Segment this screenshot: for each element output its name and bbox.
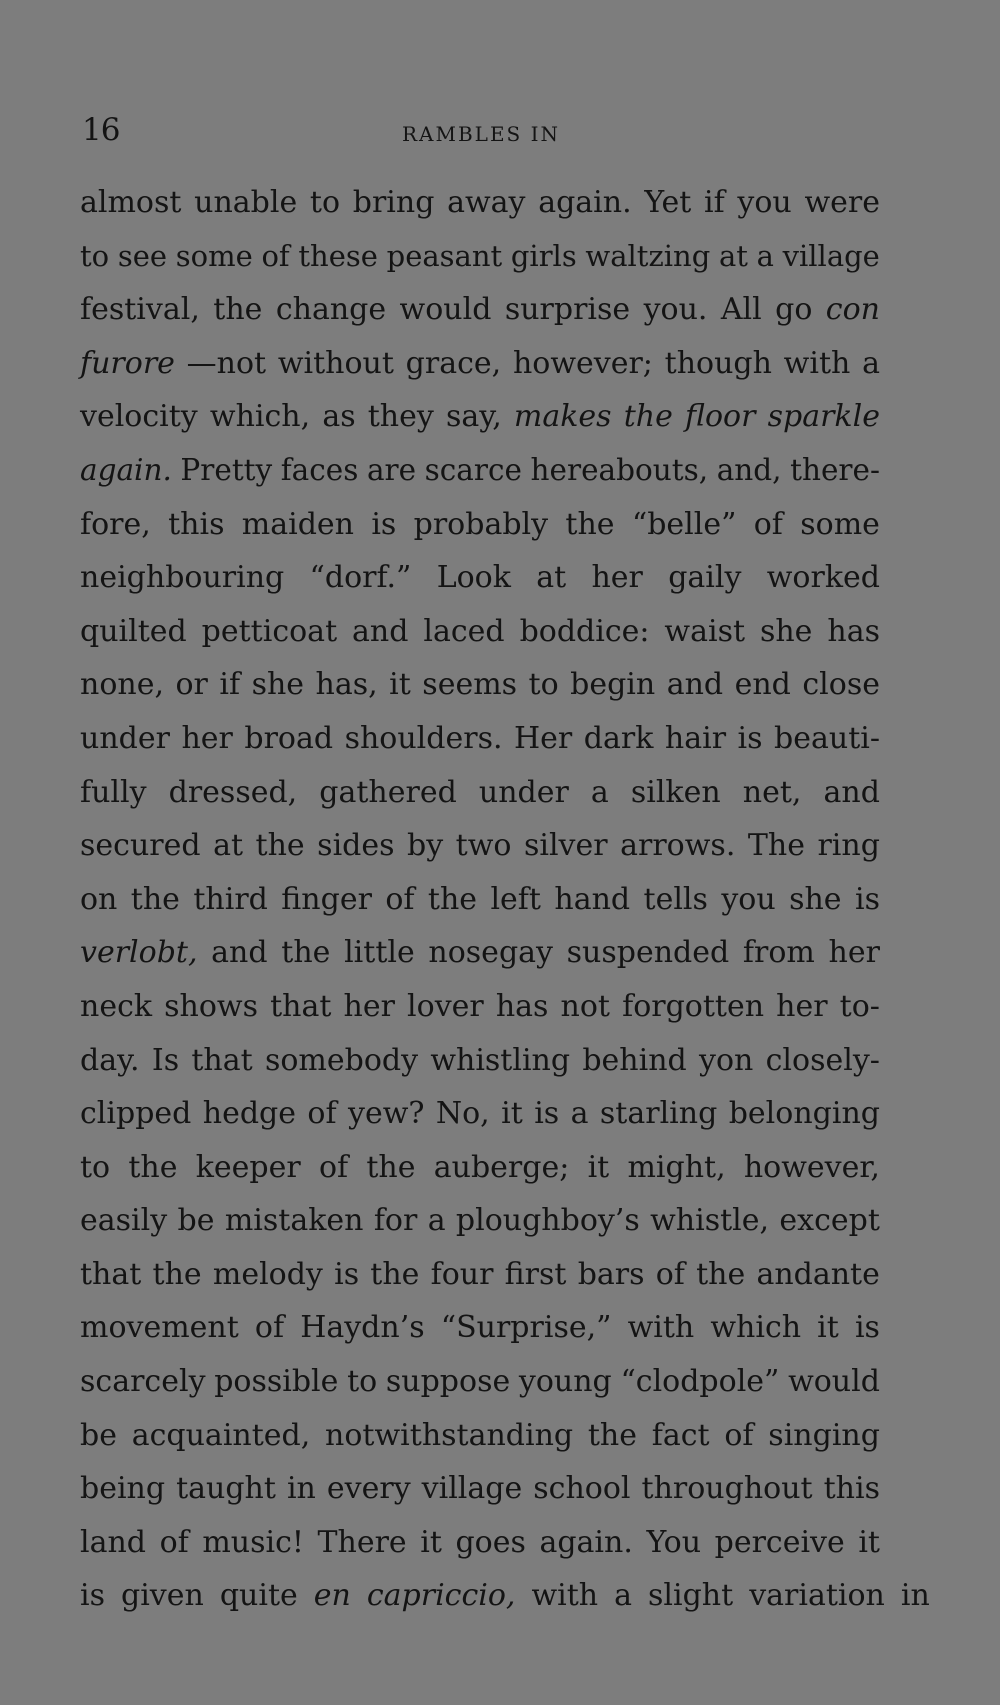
text-line: [80, 390, 880, 444]
word: surprise: [504, 292, 631, 328]
word: they: [367, 399, 434, 435]
word: by: [407, 828, 444, 864]
word: “dorf.”: [309, 560, 412, 596]
word: has,: [315, 667, 378, 703]
word: verlobt,: [80, 935, 198, 971]
word: if: [219, 667, 241, 703]
word: you.: [643, 292, 708, 328]
word: “belle”: [631, 506, 737, 542]
word: the: [623, 399, 673, 435]
word: scarce: [424, 452, 522, 487]
word: con: [825, 292, 880, 328]
word: land: [80, 1524, 147, 1560]
word: notwithstanding: [325, 1417, 574, 1453]
word: dark: [583, 720, 654, 756]
word: All: [720, 292, 762, 328]
word: would: [788, 1364, 880, 1400]
word: fact: [651, 1417, 710, 1453]
word: though: [664, 345, 772, 381]
word: the: [565, 506, 615, 542]
word: her: [776, 988, 828, 1024]
word: waltzing: [585, 238, 711, 273]
word: forgotten: [622, 988, 765, 1024]
word: her: [828, 935, 880, 971]
word: see: [117, 238, 168, 273]
word: be: [177, 1203, 215, 1239]
word: possible: [214, 1364, 339, 1400]
word: furore: [80, 345, 175, 381]
word: worked: [766, 560, 880, 596]
word: to: [80, 1149, 111, 1185]
word: a: [590, 774, 609, 810]
word: and: [211, 935, 268, 971]
word: andante: [756, 1256, 880, 1292]
word: music!: [202, 1524, 304, 1560]
word: third: [193, 881, 268, 917]
word: under: [478, 774, 569, 810]
word: quite: [219, 1578, 298, 1614]
word: is: [80, 1578, 105, 1614]
page-number: 16: [82, 112, 120, 148]
word: day.: [80, 1042, 140, 1078]
word: nosegay: [428, 935, 553, 971]
word: shoulders.: [344, 720, 503, 756]
word: village: [421, 1471, 523, 1507]
word: it: [420, 1524, 442, 1560]
word: to: [347, 1364, 378, 1400]
word: at: [536, 560, 567, 596]
text-line: [80, 1087, 880, 1141]
word: beauti-: [774, 720, 880, 756]
word: suspended: [566, 935, 730, 971]
word: young: [518, 1364, 612, 1400]
word: Look: [436, 560, 511, 596]
word: is: [334, 1256, 360, 1292]
word: quilted: [80, 613, 187, 649]
word: net,: [742, 774, 802, 810]
word: from: [742, 935, 815, 971]
word: of: [318, 1149, 349, 1185]
word: and: [352, 613, 409, 649]
word: which: [710, 1310, 802, 1346]
text-line: [80, 1034, 880, 1088]
text-line: [80, 658, 880, 712]
word: hereabouts,: [530, 452, 709, 487]
text-line: [80, 926, 880, 980]
word: broad: [244, 720, 334, 756]
word: sparkle: [767, 399, 880, 435]
word: again.: [80, 452, 172, 487]
word: the: [427, 881, 478, 917]
word: some: [800, 506, 880, 542]
word: you: [721, 881, 776, 917]
word: it: [389, 667, 411, 703]
word: auberge;: [433, 1149, 570, 1185]
word: whistle,: [650, 1203, 770, 1239]
word: being: [80, 1471, 166, 1507]
word: whistling: [430, 1042, 571, 1078]
word: bars: [577, 1256, 645, 1292]
word: at: [718, 238, 748, 273]
text-line: [80, 873, 880, 927]
word: the: [255, 828, 305, 864]
word: change: [275, 292, 387, 328]
word: she: [789, 881, 842, 917]
word: her: [591, 560, 643, 596]
word: left: [490, 881, 541, 917]
word: which,: [209, 399, 311, 435]
word: lover: [407, 988, 484, 1024]
word: first: [504, 1256, 567, 1292]
word: the: [370, 1256, 420, 1292]
word: except: [779, 1203, 880, 1239]
word: ploughboy’s: [455, 1203, 640, 1239]
word: is: [854, 881, 880, 917]
text-line: [80, 176, 880, 230]
word: secured: [80, 828, 201, 864]
word: grace,: [405, 345, 502, 381]
word: finger: [281, 881, 372, 917]
word: taught: [176, 1471, 276, 1507]
word: there-: [790, 452, 880, 487]
text-line: [80, 980, 880, 1034]
word: however;: [512, 345, 653, 381]
word: almost: [80, 185, 182, 220]
word: and: [823, 774, 880, 810]
word: movement: [80, 1310, 239, 1346]
word: festival,: [80, 292, 200, 328]
word: peasant: [386, 238, 503, 273]
word: hair: [664, 720, 727, 756]
word: these: [298, 238, 378, 273]
text-line: [80, 766, 880, 820]
text-line: [80, 1462, 880, 1516]
word: the: [696, 1256, 746, 1292]
word: closely-: [765, 1042, 880, 1078]
word: it: [817, 1310, 839, 1346]
word: it: [587, 1149, 610, 1185]
word: gathered: [319, 774, 457, 810]
word: without: [277, 345, 394, 381]
word: is: [737, 720, 763, 756]
word: the: [152, 1256, 202, 1292]
word: in: [900, 1578, 930, 1614]
word: easily: [80, 1203, 168, 1239]
word: a: [427, 1203, 446, 1239]
text-line: [80, 605, 880, 659]
word: capriccio,: [366, 1578, 516, 1614]
text-line: [80, 1301, 880, 1355]
text-line: [80, 444, 880, 498]
word: her: [343, 988, 395, 1024]
word: sides: [317, 828, 395, 864]
text-line: [80, 283, 880, 337]
word: given: [121, 1578, 204, 1614]
word: Pretty: [180, 452, 273, 487]
word: and,: [716, 452, 782, 487]
word: her: [181, 720, 233, 756]
word: this: [823, 1471, 880, 1507]
body-text: [80, 176, 930, 1623]
word: waist: [664, 613, 746, 649]
word: this: [168, 506, 225, 542]
word: fully: [80, 774, 147, 810]
word: you: [737, 185, 792, 220]
word: the: [366, 1149, 416, 1185]
page-header: [82, 112, 882, 152]
word: clipped: [80, 1096, 192, 1132]
word: none,: [80, 667, 164, 703]
word: You: [646, 1524, 702, 1560]
word: boddice:: [519, 613, 650, 649]
word: might,: [627, 1149, 726, 1185]
word: somebody: [264, 1042, 419, 1078]
word: if: [704, 185, 725, 220]
word: again.: [538, 185, 632, 220]
word: neighbouring: [80, 560, 285, 596]
word: of: [307, 1096, 337, 1132]
text-line: [80, 498, 880, 552]
word: however,: [743, 1149, 880, 1185]
word: with: [531, 1578, 599, 1614]
word: probably: [413, 506, 549, 542]
word: of: [724, 1417, 754, 1453]
word: “Surprise,”: [440, 1310, 612, 1346]
word: is: [854, 1310, 880, 1346]
word: slight: [648, 1578, 734, 1614]
word: dressed,: [168, 774, 298, 810]
word: throughout: [641, 1471, 813, 1507]
word: with: [627, 1310, 695, 1346]
word: behind: [582, 1042, 687, 1078]
word: neck: [80, 988, 153, 1024]
word: a: [570, 1096, 589, 1132]
word: with: [783, 345, 851, 381]
word: of: [261, 238, 290, 273]
word: silken: [630, 774, 721, 810]
word: she: [759, 613, 813, 649]
word: of: [385, 881, 415, 917]
word: goes: [455, 1524, 526, 1560]
word: two: [455, 828, 512, 864]
word: every: [326, 1471, 411, 1507]
word: scarcely: [80, 1364, 206, 1400]
word: maiden: [241, 506, 355, 542]
text-line: [80, 337, 880, 391]
text-line: [80, 1141, 880, 1195]
word: en: [313, 1578, 351, 1614]
word: yew?: [348, 1096, 425, 1132]
word: end: [734, 667, 791, 703]
word: that: [80, 1256, 142, 1292]
word: girls: [510, 238, 577, 273]
word: away: [447, 185, 526, 220]
word: fore,: [80, 506, 151, 542]
word: unable: [194, 185, 298, 220]
word: starling: [599, 1096, 718, 1132]
word: melody: [212, 1256, 323, 1292]
word: yon: [699, 1042, 754, 1078]
word: Haydn’s: [300, 1310, 425, 1346]
word: ring: [817, 828, 880, 864]
word: or: [175, 667, 208, 703]
word: little: [344, 935, 415, 971]
word: not: [560, 988, 610, 1024]
word: she: [251, 667, 305, 703]
word: shows: [164, 988, 259, 1024]
text-line: [80, 712, 880, 766]
word: suppose: [385, 1364, 511, 1400]
word: the: [130, 881, 180, 917]
word: to: [80, 238, 110, 273]
word: has: [495, 988, 549, 1024]
word: singing: [768, 1417, 880, 1453]
word: a: [614, 1578, 633, 1614]
word: the: [213, 292, 263, 328]
word: as: [322, 399, 356, 435]
word: arrows.: [620, 828, 736, 864]
word: mistaken: [224, 1203, 364, 1239]
word: four: [430, 1256, 494, 1292]
word: “clodpole”: [620, 1364, 780, 1400]
word: the: [128, 1149, 178, 1185]
word: tells: [643, 881, 708, 917]
word: some: [175, 238, 253, 273]
word: Her: [514, 720, 573, 756]
word: were: [804, 185, 880, 220]
word: acquainted,: [131, 1417, 311, 1453]
word: to-: [839, 988, 880, 1024]
word: that: [270, 988, 332, 1024]
word: hedge: [202, 1096, 297, 1132]
word: on: [80, 881, 118, 917]
word: velocity: [80, 399, 198, 435]
running-head: RAMBLES IN: [402, 122, 561, 146]
word: say,: [445, 399, 502, 435]
word: bring: [352, 185, 435, 220]
word: be: [80, 1417, 117, 1453]
text-line: [80, 230, 880, 284]
word: belonging: [728, 1096, 880, 1132]
word: keeper: [195, 1149, 301, 1185]
word: it: [858, 1524, 880, 1560]
word: would: [399, 292, 492, 328]
word: perceive: [714, 1524, 845, 1560]
text-line: [80, 551, 880, 605]
word: that: [191, 1042, 253, 1078]
text-line: [80, 1355, 880, 1409]
word: a: [756, 238, 774, 273]
word: and: [666, 667, 724, 703]
word: for: [373, 1203, 418, 1239]
word: The: [747, 828, 805, 864]
text-line: [80, 1409, 880, 1463]
word: in: [286, 1471, 316, 1507]
word: at: [213, 828, 244, 864]
word: is: [371, 506, 397, 542]
word: it: [501, 1096, 523, 1132]
word: the: [587, 1417, 638, 1453]
word: petticoat: [201, 613, 338, 649]
word: silver: [523, 828, 608, 864]
word: begin: [570, 667, 656, 703]
word: are: [366, 452, 417, 487]
word: of: [753, 506, 783, 542]
word: village: [782, 238, 880, 273]
word: under: [80, 720, 170, 756]
word: There: [317, 1524, 407, 1560]
word: gaily: [668, 560, 742, 596]
word: laced: [423, 613, 505, 649]
word: seems: [422, 667, 518, 703]
word: to: [309, 185, 341, 220]
word: of: [159, 1524, 189, 1560]
word: has: [827, 613, 880, 649]
word: close: [802, 667, 880, 703]
word: go: [775, 292, 813, 328]
word: again.: [539, 1524, 633, 1560]
word: to: [528, 667, 559, 703]
text-line: [80, 819, 880, 873]
word: of: [655, 1256, 685, 1292]
text-line: [80, 1516, 880, 1570]
word: the: [281, 935, 331, 971]
word: Is: [151, 1042, 180, 1078]
word: variation: [749, 1578, 885, 1614]
word: —not: [186, 345, 267, 381]
word: hand: [554, 881, 631, 917]
word: a: [862, 345, 880, 381]
word: makes: [513, 399, 612, 435]
word: of: [254, 1310, 285, 1346]
word: floor: [684, 399, 756, 435]
word: No,: [435, 1096, 490, 1132]
word: Yet: [644, 185, 692, 220]
word: is: [534, 1096, 560, 1132]
word: school: [533, 1471, 631, 1507]
word: faces: [280, 452, 359, 487]
text-line: [80, 1569, 930, 1623]
text-line: [80, 1248, 880, 1302]
text-line: [80, 1194, 880, 1248]
